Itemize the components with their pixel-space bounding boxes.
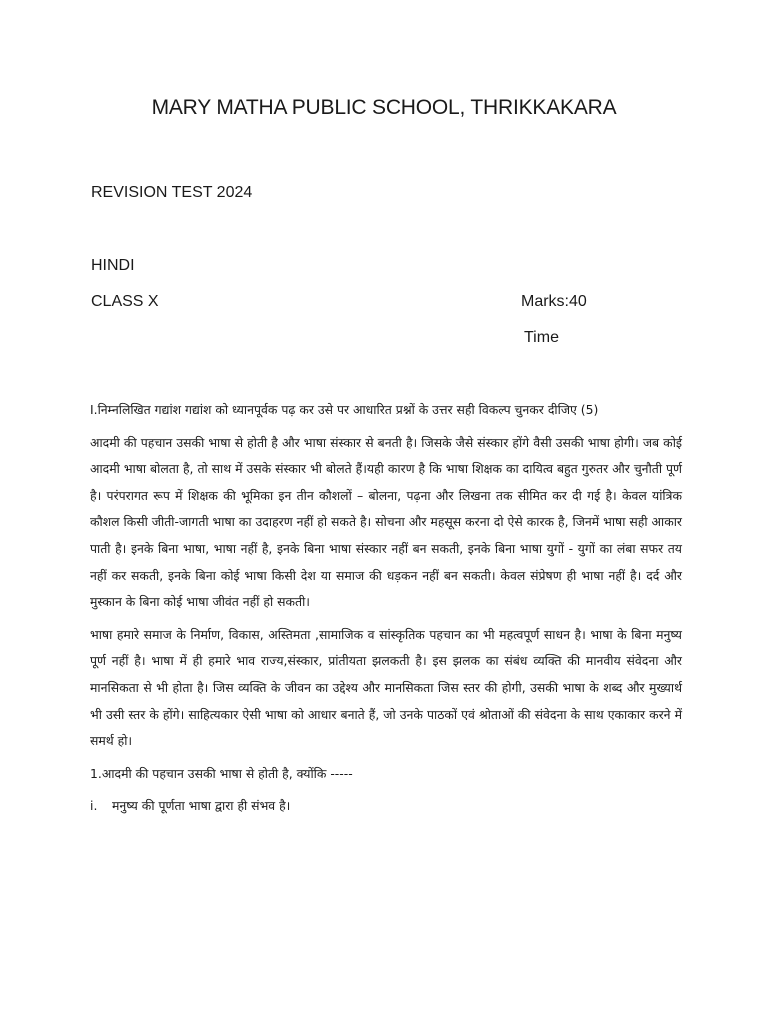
option-i bbox=[90, 793, 682, 820]
test-title: REVISION TEST 2024 bbox=[91, 184, 253, 201]
option-number: i. bbox=[90, 798, 98, 814]
question-1: 1.आदमी की पहचान उसकी भाषा से होती है, क्योंकि ----- bbox=[90, 765, 353, 781]
class-label: CLASS X bbox=[91, 293, 159, 310]
school-name: MARY MATHA PUBLIC SCHOOL, THRIKKAKARA bbox=[151, 96, 617, 119]
passage-paragraph-2: भाषा हमारे समाज के निर्माण, विकास, अस्तिमता ,सामाजिक व सांस्कृतिक पहचान का भी महत्वपूर्ण साधन है। भाषा के बिना मनुष्य पूर्ण नहीं है। भाषा में ही हमारे भाव राज्य,संस्कार, प्रांतीयता झलकती है। इस झलक का संबंध व्यक्ति की मानवीय संवेदना और मानसिकता से भी होता है। जिस व्यक्ति के जीवन का उद्देश्य और मानसिकता जिस स्तर की होगी, उसकी भाषा के शब्द और मुख्यार्थ भी उसी स्तर के होंगे। साहित्यकार ऐसी भाषा को आधार बनाते हैं, जो उनके पाठकों एवं श्रोताओं की संवेदना के साथ एकाकार करने में समर्थ हो। bbox=[90, 626, 682, 749]
subject-label: HINDI bbox=[91, 257, 135, 274]
instruction: I.निम्नलिखित गद्यांश गद्यांश को ध्यानपूर्वक पढ़ कर उसे पर आधारित प्रश्नों के उत्तर सही विकल्प चुनकर दीजिए (5) bbox=[90, 402, 599, 417]
passage-section bbox=[90, 397, 682, 820]
marks-label: Marks:40 bbox=[521, 293, 587, 310]
passage-paragraph-1: आदमी की पहचान उसकी भाषा से होती है और भाषा संस्कार से बनती है। जिसके जैसे संस्कार होंगे वैसी उसकी भाषा होगी। जब कोई आदमी भाषा बोलता है, तो साथ में उसके संस्कार भी बोलते हैं।यही कारण है कि भाषा शिक्षक का दायित्व बहुत गुरुतर और चुनौती पूर्ण है। परंपरागत रूप में शिक्षक की भूमिका इन तीन कौशलों – बोलना, पढ़ना और लिखना तक सीमित कर दी गई है। केवल यांत्रिक कौशल किसी जीती-जागती भाषा का उदाहरण नहीं हो सकते है। सोचना और महसूस करना दो ऐसे कारक है, जिनमें भाषा सही आकार पाती है। इनके बिना भाषा, भाषा नहीं है, इनके बिना भाषा संस्कार नहीं बन सकती, इनके बिना भाषा युगों - युगों का लंबा सफर तय नहीं कर सकती, इनके बिना कोई भाषा किसी देश या समाज की धड़कन नहीं बन सकती। केवल संप्रेषण ही भाषा नहीं है। दर्द और मुस्कान के बिना कोई भाषा जीवंत नहीं हो सकती। bbox=[90, 434, 682, 610]
time-label: Time bbox=[524, 329, 559, 346]
option-text: मनुष्य की पूर्णता भाषा द्वारा ही संभव है। bbox=[112, 798, 291, 814]
